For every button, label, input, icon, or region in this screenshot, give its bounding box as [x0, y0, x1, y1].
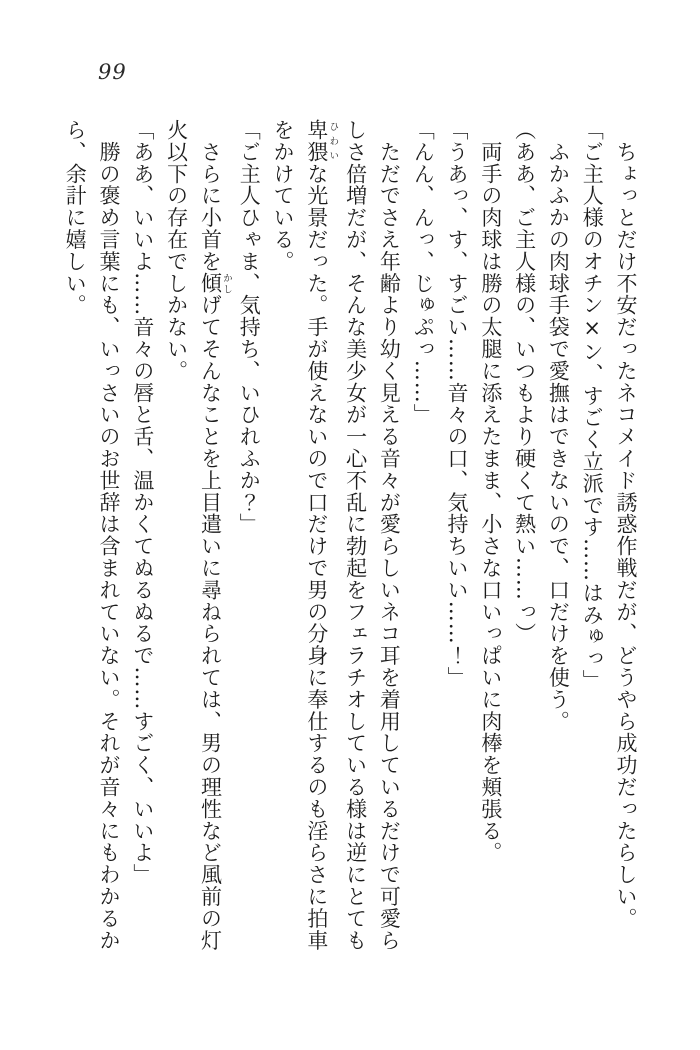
text-line: ら、余計に嬉しい。: [63, 119, 88, 317]
text-line: しさ倍増だが、そんな美少女が一心不乱に勃起をフェラチオしている様は逆にとても: [343, 119, 368, 952]
text-line: 両手の肉球は勝の太腿に添えたまま、小さな口いっぱいに肉棒を頬張る。: [478, 119, 503, 864]
text-line: （ああ、ご主人様の、いつもより硬くて熱い……っ）: [512, 119, 537, 645]
furigana: ひわい: [327, 119, 339, 163]
text-line: 「ご主人様のオチン×ン、すごく立派です……はみゅっ」: [580, 119, 605, 692]
text-block: [57, 119, 642, 997]
text-line: 火以下の存在でしかない。: [164, 119, 189, 382]
text-line: ふかふかの肉球手袋で愛撫はできないので、口だけを使う。: [546, 119, 571, 733]
text-line: をかけている。: [271, 119, 296, 273]
text-line: 勝の褒め言葉にも、いっさいのお世辞は含まれていない。それが音々にもわかるか: [97, 119, 122, 952]
page-number: 99: [98, 60, 127, 84]
text-line: 「ご主人ひゃま、気持ち、いひれふか？」: [237, 119, 262, 536]
text-line: 「ああ、いいよ……音々の唇と舌、温かくてぬるぬるで……すごく、いいよ」: [130, 119, 155, 886]
text-line: ちょっとだけ不安だったネコメイド誘惑作戦だが、どうやら成功だったらしい。: [614, 119, 638, 930]
text-line: ただでさえ年齢より幼く見える音々が愛らしいネコ耳を着用しているだけで可愛ら: [377, 119, 402, 952]
text-line: 卑猥ひわいな光景だった。手が使えないので口だけで男の分身に奉仕するのも淫らさに拍車: [304, 119, 339, 952]
ruby-annotated-word: 傾かし: [198, 272, 232, 295]
furigana: かし: [220, 272, 232, 295]
text-line: さらに小首を傾かしげてそんなことを上目遣いに尋ねられては、男の理性など風前の灯: [198, 119, 232, 952]
text-line: 「うあっ、す、すごい……音々の口、気持ちいい……！」: [445, 119, 470, 689]
ruby-annotated-word: 卑猥ひわい: [304, 119, 339, 163]
text-line: 「んん、んっ、じゅぷっ……」: [411, 119, 436, 426]
